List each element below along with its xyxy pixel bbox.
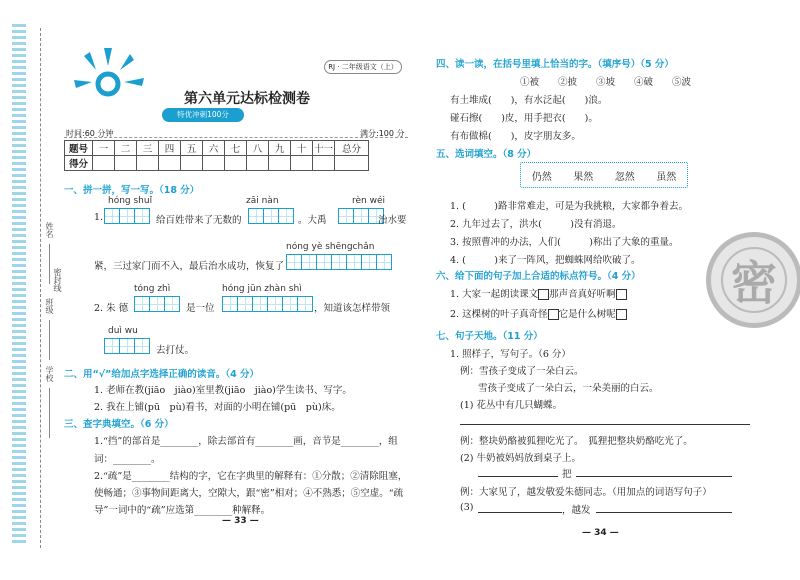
example-text: 例：大家见了，越发敬爱朱德同志。（用加点的词语写句子） [460,487,712,498]
question-text: 2. 九年过去了，洪水( )没有消退。 [450,219,622,230]
sunflower-logo [70,44,150,106]
page-title: 第六单元达标检测卷 [184,91,310,107]
answer-line[interactable] [576,476,732,477]
question-text: 2. 我在上铺(pū pù)看书，对面的小明在铺(pū pù)床。 [94,402,341,413]
question-text: 它是什么树呢 [558,309,616,320]
question-text: 2. 朱 德 [94,303,129,314]
writing-grid[interactable] [338,208,383,224]
school-blank [49,388,50,438]
question-text: 治水要 [378,215,407,226]
section-6-title: 六、给下面的句子加上合适的标点符号。（4 分） [436,271,641,282]
score-table-score-row [65,156,369,171]
seal-stamp-glyph: 密 [721,247,787,313]
question-text: 1.“挡”的部首是________，除去部首有________画，音节是________，组 [94,436,398,447]
binding-stripe [12,24,26,544]
answer-line[interactable] [478,512,562,513]
punctuation-box[interactable] [616,289,627,300]
punctuation-question [450,306,627,320]
pinyin: duì wu [108,326,138,336]
score-header-cell: 总分 [335,141,369,156]
score-cell[interactable] [115,156,137,171]
section-3-title: 三、查字典填空。（6 分） [64,419,174,430]
score-header-cell: 三 [137,141,159,156]
score-cell[interactable] [203,156,225,171]
word-option: 忽然 [614,171,635,183]
pinyin: hóng shuǐ [108,196,153,206]
class-blank [49,320,50,360]
score-table [64,140,369,171]
question-text: 。大禹 [298,215,327,226]
score-header-cell: 七 [225,141,247,156]
question-text: 1. ( )路非常难走，可是为我挑粮，大家都争着去。 [450,201,688,212]
writing-grid[interactable] [248,208,293,224]
binding-margin [0,0,62,580]
question-text: 3. 按照曹冲的办法，人们( )称出了大象的重量。 [450,237,679,248]
writing-grid[interactable] [222,296,312,312]
score-header-cell: 九 [269,141,291,156]
score-cell[interactable] [159,156,181,171]
example-text: 雪孩子变成了一朵白云，一朵美丽的白云。 [478,383,659,394]
question-text: 有布做棉( )，皮字朋友多。 [450,131,581,142]
punctuation-box[interactable] [616,309,627,320]
score-row-label: 得分 [65,156,93,171]
seal-line-label: 密封线 [53,268,62,292]
answer-line[interactable] [478,476,558,477]
seal-line [40,28,41,548]
question-text: (1) 花丛中有几只蝴蝶。 [460,400,562,411]
name-label: 姓名 [45,222,54,238]
question-text: 去打仗。 [156,345,195,356]
section-4-title: 四、读一读，在括号里填上恰当的字。（填序号）（5 分） [436,59,674,70]
full-score: 满分:100 分 [360,129,405,138]
writing-grid[interactable] [134,296,179,312]
question-text: 碰石擦( )皮，用手把衣( )。 [450,113,598,124]
grade-tag: RJ · 二年级语文（上） [324,60,402,74]
question-text: 是一位 [186,303,215,314]
question-text: 把 [562,469,572,480]
section-7-title: 七、句子天地。（11 分） [436,331,543,342]
score-header-cell: 五 [181,141,203,156]
score-header-cell: 题号 [65,141,93,156]
writing-grid[interactable] [286,254,391,270]
word-option: 虽然 [656,171,677,183]
options-list: ①被 ②披 ③坡 ④破 ⑤波 [520,77,692,88]
answer-line[interactable] [596,512,732,513]
question-text: 1. 老师在教(jiāo jiào)室里教(jiāo jiào)学生读书、写字。 [94,385,352,396]
punctuation-box[interactable] [548,309,559,320]
score-header-cell: 四 [159,141,181,156]
score-cell[interactable] [269,156,291,171]
punctuation-question [450,286,627,300]
score-cell[interactable] [313,156,335,171]
question-text: 2.“疏”是________结构的字，它在字典里的解释有：①分散；②清除阻塞， [94,471,408,482]
score-cell[interactable] [291,156,313,171]
score-cell[interactable] [247,156,269,171]
page-number-right: — 34 — [582,528,619,538]
score-table-header-row [65,141,369,156]
seal-stamp [706,232,800,328]
answer-line[interactable] [460,424,750,425]
class-label: 班级 [45,298,54,314]
score-cell[interactable] [181,156,203,171]
pinyin: hóng jūn zhàn shì [222,284,302,294]
question-text: 那声音真好听啊 [549,289,616,300]
question-text: ，知道该怎样带领 [314,303,391,314]
question-text: 4. ( )来了一阵风，把蜘蛛网给吹破了。 [450,255,641,266]
score-header-cell: 一 [93,141,115,156]
word-box [520,162,688,188]
score-header-cell: 八 [247,141,269,156]
score-cell[interactable] [137,156,159,171]
header-divider [64,137,408,138]
question-text: (2) 牛奶被妈妈放到桌子上。 [460,453,581,464]
writing-grid[interactable] [104,208,149,224]
writing-grid[interactable] [104,338,149,354]
pinyin: zāi nàn [246,196,279,206]
subtitle-badge: 特优冲刺100分 [162,108,244,122]
question-text: 给百姓带来了无数的 [156,215,242,226]
school-label: 学校 [45,366,54,382]
example-text: 例：整块奶酪被狐狸吃光了。 狐狸把整块奶酪吃光了。 [460,436,693,447]
time-limit: 时间:60 分钟 [66,129,114,138]
question-text: 词：________。 [94,454,161,465]
question-text: 导”一词中的“疏”应选第________种解释。 [94,505,271,516]
question-text: ，越发 [562,505,591,516]
question-text: 2. 这棵树的叶子真奇怪 [450,309,548,320]
question-text: 紧，三过家门而不入，最后治水成功，恢复了 [94,261,285,272]
section-1-title: 一、拼一拼，写一写。（18 分） [64,185,200,196]
word-option: 果然 [573,171,594,183]
question-text: 使畅通；③事物间距离大，空隙大，跟“密”相对；④不熟悉；⑤空虚。“疏 [94,488,404,499]
score-header-cell: 二 [115,141,137,156]
score-header-cell: 六 [203,141,225,156]
name-blank [49,244,50,284]
section-2-title: 二、用“√”给加点字选择正确的读音。（4 分） [64,369,259,380]
score-cell[interactable] [335,156,369,171]
score-header-cell: 十一 [313,141,335,156]
score-cell[interactable] [93,156,115,171]
section-5-title: 五、选词填空。（8 分） [436,149,537,160]
score-header-cell: 十 [291,141,313,156]
pinyin: tóng zhì [134,284,171,294]
question-text: 1. 照样子，写句子。（6 分） [450,349,571,360]
example-text: 例：雪孩子变成了一朵白云。 [460,366,584,377]
page-number-left: — 33 — [222,516,259,526]
question-text: 有土堆成( )，有水泛起( )浪。 [450,95,608,106]
score-cell[interactable] [225,156,247,171]
punctuation-box[interactable] [538,289,549,300]
word-option: 仍然 [531,171,552,183]
question-text: 1. 大家一起朗读课文 [450,289,539,300]
pinyin: nóng yè shēngchǎn [286,242,375,252]
pinyin: rèn wéi [352,196,386,206]
question-text: (3) [460,502,474,513]
question-text: 1. [94,212,104,223]
